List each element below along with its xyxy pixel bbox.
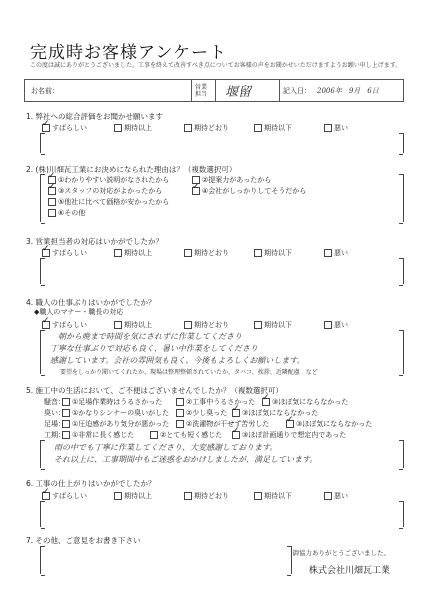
q3-opt-1[interactable]: ✓すばらしい (42, 248, 87, 258)
q5-noise-opt-2[interactable]: ②工事中うるさかった (176, 397, 255, 407)
q1-opt-4[interactable]: 期待以下 (254, 123, 292, 133)
checkbox-icon (42, 249, 50, 257)
q4-opt-5[interactable]: 悪い (324, 320, 348, 330)
q4-hand-line-3: 感謝しています。会社の雰囲気も良く、今後もよろしくお願いします。 (50, 356, 305, 365)
checkbox-icon (62, 398, 70, 406)
q3-opt-4[interactable]: 期待以下 (254, 248, 292, 258)
checkbox-icon (62, 431, 70, 439)
q5-scaffold-opt-3[interactable]: ✓ ③ほぼ気にならなかった (286, 419, 372, 429)
q4-opt-2[interactable]: 期待以上 (114, 320, 152, 330)
q4-subheading: ◆職人のマナー・職長の対応 (34, 308, 124, 316)
checkbox-icon (184, 249, 192, 257)
q5-text: 5. 施工中の生活において、ご不便はございませんでしたか？（複数選択可） (26, 386, 283, 395)
q5-noise-opt-3[interactable]: ✓ ③ほぼ気にならなかった (262, 397, 348, 407)
q6-answer-box[interactable] (40, 501, 404, 527)
checkbox-icon (62, 409, 70, 417)
checkbox-icon (254, 321, 262, 329)
q6-opt-2[interactable]: 期待以上 (114, 491, 152, 501)
q5-smell-opt-1[interactable]: ①かなりシンナーの臭いがした (62, 408, 169, 418)
q1-opt-3[interactable]: 期待どおり (184, 123, 229, 133)
name-label: お名前： (31, 86, 59, 95)
checkbox-icon (184, 321, 192, 329)
q6-opt-1[interactable]: ✓すばらしい (42, 491, 87, 501)
company-name: 株式会社川畑瓦工業 (308, 566, 390, 576)
checkbox-icon (192, 187, 200, 195)
checkbox-icon (232, 431, 240, 439)
checkbox-icon (324, 124, 332, 132)
q1-opt-5[interactable]: 悪い (324, 123, 348, 133)
q4-note: 要望をしっかり聞いてくれたか、現場は整理整頓されていたか、タバコ、挨拶、近隣配慮 など (60, 369, 318, 376)
q5-smell-opt-2[interactable]: ②少し臭った (176, 408, 227, 418)
checkbox-icon (42, 124, 50, 132)
q5-hand-line-1: 雨の中でも丁寧に作業してくださり、大変感謝しております。 (54, 443, 278, 452)
date-value: 2006年 9月 6日 (317, 86, 379, 95)
staff-value: 堰留 (225, 85, 252, 100)
q6-opt-4[interactable]: 期待以下 (254, 491, 292, 501)
q5-period-opt-3[interactable]: ✓ ③ほぼ計画通りで想定内であった (232, 430, 346, 440)
q3-answer-box[interactable] (40, 258, 404, 284)
checkbox-icon (176, 420, 184, 428)
checkbox-icon (114, 492, 122, 500)
checkbox-icon (262, 398, 270, 406)
q5-smell-opt-3[interactable]: ✓ ③ほぼ気にならなかった (232, 408, 318, 418)
q2-opt-4[interactable]: ✓ ④会社がしっかりしてそうだから (192, 186, 306, 196)
q3-opt-2[interactable]: 期待以上 (114, 248, 152, 258)
checkbox-icon (176, 398, 184, 406)
thanks-text: 御協力ありがとうございました。 (292, 549, 390, 557)
q2-opt-5[interactable]: ⑤他社に比べて価格が安かったから (48, 197, 169, 207)
checkbox-icon (254, 124, 262, 132)
q4-text: 4. 職人の仕事ぶりはいかがでしたか？ (26, 298, 156, 307)
checkbox-icon (114, 124, 122, 132)
q5-scaffold-opt-2[interactable]: ②洗濯物が干せず苦労した (176, 419, 269, 429)
q2-opt-6[interactable]: ⑥その他 (48, 208, 85, 218)
checkbox-icon (114, 321, 122, 329)
checkbox-icon (254, 492, 262, 500)
q4-opt-1[interactable]: ✓すばらしい (42, 320, 87, 330)
checkbox-icon (324, 321, 332, 329)
q6-opt-3[interactable]: 期待どおり (184, 491, 229, 501)
q1-opt-2[interactable]: 期待以上 (114, 123, 152, 133)
date-label: 記入日： (283, 86, 311, 95)
checkbox-icon (150, 431, 158, 439)
checkbox-icon (176, 409, 184, 417)
q1-answer-box[interactable] (40, 133, 404, 153)
checkbox-icon (232, 409, 240, 417)
q4-hand-line-2: 丁寧な仕事ぶりで対応も良く、暑い中作業をしてくださり (50, 344, 258, 353)
q4-opt-4[interactable]: 期待以下 (254, 320, 292, 330)
q3-text: 3. 営業担当者の対応はいかがでしたか？ (26, 237, 164, 246)
staff-label: 営業 担当 (195, 83, 208, 98)
checkbox-icon (48, 209, 56, 217)
q5-period-opt-2[interactable]: ②とても短く感じた (150, 430, 222, 440)
q5-scaffold-opt-1[interactable]: ①圧迫感があり気分が悪かった (62, 419, 169, 429)
checkbox-icon (48, 198, 56, 206)
checkbox-icon (286, 420, 294, 428)
checkbox-icon (42, 492, 50, 500)
q2-text: 2. (株)川畑瓦工業にお決めになられた理由は？（複数選択可） (26, 165, 237, 174)
checkbox-icon (254, 249, 262, 257)
q3-opt-3[interactable]: 期待どおり (184, 248, 229, 258)
q7-answer-box[interactable] (40, 546, 292, 574)
header-box (24, 79, 404, 102)
q7-text: 7. その他、ご意見をお書き下さい (26, 536, 141, 545)
checkbox-icon (184, 124, 192, 132)
q2-opt-1[interactable]: ✓①わかりやすい説明がなされたから (48, 175, 169, 185)
checkbox-icon (48, 187, 56, 195)
q3-opt-5[interactable]: 悪い (324, 248, 348, 258)
checkbox-icon (324, 492, 332, 500)
q6-opt-5[interactable]: 悪い (324, 491, 348, 501)
checkbox-icon (62, 420, 70, 428)
checkbox-icon (42, 321, 50, 329)
q6-text: 6. 工事の仕上がりはいかがでしたか？ (26, 479, 156, 488)
page-title: 完成時お客様アンケート (30, 43, 227, 63)
q2-opt-3[interactable]: ✓③スタッフの対応がよかったから (48, 186, 162, 196)
q1-text: 1. 弊社への総合評価をお聞かせ願います (26, 112, 164, 121)
survey-page: 完成時お客様アンケート この度は誠にありがとうございました。工事を終えて改善すべき点についてお客様の声をお聞かせいただけますようお願い申し上げます。 お名前： 営業 担当 堰留 記入日： 2006年 9月 6日 1. 弊社への総合評価をお聞かせ願います ✓すばらしい 期待以上 期待どおり 期待以下 悪い 2. (株)川畑瓦工業にお決めになられた理由は？（複数選択可） ✓①わかりやすい説明がなされたから ②提案力があったから ✓③スタッフの対応がよかったから ✓ ④会社がしっかりしてそうだから ⑤他社に比べて価格が安かったから ⑥その他 3. 営業担当者の対応はいかがでしたか？ ✓すばらしい 期待以上 期待どおり 期待以下 悪い 4. 職人の仕事ぶりはいかがでしたか？ ◆職人のマナー・職長の対応 ✓すばらしい 期待以上 期待どおり 期待以下 悪い 朝から晩まで時間を気にされずに作業してくださり 丁寧な仕事ぶりで対応も良く、暑い中作業をしてくださり 感謝しています。会社の雰囲気も良く、今後もよろしくお願いします。 要望をしっかり聞いてくれたか、現場は整理整頓されていたか、タバコ、挨拶、近隣配慮 など 5. 施工中の生活において、ご不便はございませんでしたか？（複数選択可） 騒音： ①足場作業時はうるさかった ②工事中うるさかった ✓ ③ほぼ気にならなかった 臭い： ①かなりシンナーの臭いがした ②少し臭った ✓ ③ほぼ気にならなかった 足場： ①圧迫感があり気分が悪かった ②洗濯物が干せず苦労した ✓ ③ほぼ気にならなかった 工期： ①非常に長く感じた ②とても短く感じた ✓ ③ほぼ計画通りで想定内であった 雨の中でも丁寧に作業してくださり、大変感謝しております。 それ以上に、工事期間中もご迷惑をおかけしましたが、満足しています。 6. 工事の仕上がりはいかがでしたか？ ✓すばらしい 期待以上 期待どおり 期待以下 悪い 7. その他、ご意見をお書き下さい 御協力ありがとうございました。 株式会社川畑瓦工業 (0, 0, 424, 600)
checkbox-icon (184, 492, 192, 500)
checkbox-icon (114, 249, 122, 257)
q5-noise-opt-1[interactable]: ①足場作業時はうるさかった (62, 397, 162, 407)
q5-period-opt-1[interactable]: ①非常に長く感じた (62, 430, 134, 440)
q1-opt-1[interactable]: ✓すばらしい (42, 123, 87, 133)
q5-hand-line-2: それ以上に、工事期間中もご迷惑をおかけしましたが、満足しています。 (54, 455, 318, 464)
checkbox-icon (324, 249, 332, 257)
q2-opt-2[interactable]: ②提案力があったから (192, 175, 271, 185)
q4-opt-3[interactable]: 期待どおり (184, 320, 229, 330)
q4-hand-line-1: 朝から晩まで時間を気にされずに作業してくださり (58, 332, 242, 341)
intro-text: この度は誠にありがとうございました。工事を終えて改善すべき点についてお客様の声をお聞かせいただけますようお願い申し上げます。 (30, 62, 402, 69)
